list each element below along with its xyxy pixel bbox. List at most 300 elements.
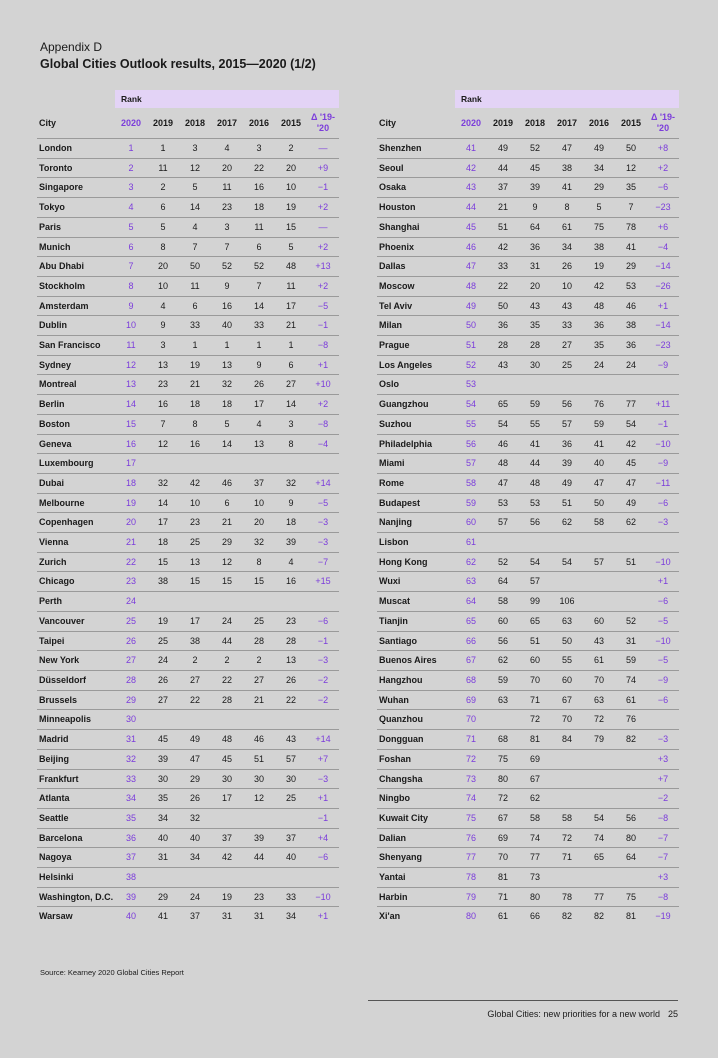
rank-2016-cell: 12	[243, 789, 275, 809]
rank-2019-cell: 68	[487, 730, 519, 750]
rank-change-cell: −26	[647, 276, 679, 296]
rank-2019-cell	[147, 454, 179, 474]
rank-2015-cell: 32	[275, 473, 307, 493]
rank-2017-cell	[211, 454, 243, 474]
rank-2016-cell: 37	[243, 473, 275, 493]
city-name: Tel Aviv	[377, 296, 455, 316]
rank-2018-cell	[519, 533, 551, 553]
rank-2019-cell: 9	[147, 316, 179, 336]
rank-2016-cell: 65	[583, 848, 615, 868]
city-name: Copenhagen	[37, 513, 115, 533]
rank-2018-cell: 1	[179, 336, 211, 356]
city-name: Warsaw	[37, 907, 115, 926]
city-name: Seoul	[377, 158, 455, 178]
rank-2020-cell: 5	[115, 217, 147, 237]
rank-change-cell: −4	[647, 237, 679, 257]
rank-2020-cell: 32	[115, 749, 147, 769]
rank-2018-cell: 15	[179, 572, 211, 592]
rank-2015-cell: 38	[615, 316, 647, 336]
rank-2019-cell: 18	[147, 533, 179, 553]
year-column-header: 2020	[115, 108, 147, 139]
table-row	[37, 414, 339, 434]
rank-2018-cell: 50	[179, 257, 211, 277]
city-name: Barcelona	[37, 828, 115, 848]
table-row	[377, 473, 679, 493]
rank-2019-cell: 31	[147, 848, 179, 868]
rank-2017-cell: 54	[551, 552, 583, 572]
rank-2018-cell: 4	[179, 217, 211, 237]
rank-2018-cell: 32	[179, 808, 211, 828]
page-footer	[487, 1009, 678, 1019]
table-row	[37, 533, 339, 553]
city-name: Toronto	[37, 158, 115, 178]
table-row	[37, 749, 339, 769]
rank-2019-cell: 64	[487, 572, 519, 592]
rank-2018-cell: 21	[179, 375, 211, 395]
table-row	[377, 217, 679, 237]
year-column-header: 2016	[243, 108, 275, 139]
city-name: Foshan	[377, 749, 455, 769]
rank-2017-cell: 8	[551, 198, 583, 218]
rank-2018-cell: 54	[519, 552, 551, 572]
rank-2017-cell: 70	[551, 710, 583, 730]
rank-2017-cell: 27	[551, 336, 583, 356]
rank-2017-cell	[551, 375, 583, 395]
rank-2017-cell: 36	[551, 434, 583, 454]
rank-2018-cell	[179, 868, 211, 888]
rank-2019-cell: 43	[487, 355, 519, 375]
rank-2016-cell	[583, 769, 615, 789]
rank-2017-cell: 50	[551, 631, 583, 651]
rank-2017-cell: 4	[211, 139, 243, 159]
rank-2017-cell: 13	[211, 355, 243, 375]
rank-2019-cell: 28	[487, 336, 519, 356]
rank-2018-cell: 56	[519, 513, 551, 533]
rank-2015-cell: 40	[275, 848, 307, 868]
rank-2020-cell: 1	[115, 139, 147, 159]
rank-2017-cell	[551, 749, 583, 769]
rank-change-cell: −23	[647, 198, 679, 218]
rank-2016-cell: 42	[583, 276, 615, 296]
rank-2016-cell: 74	[583, 828, 615, 848]
city-name: Milan	[377, 316, 455, 336]
rank-2019-cell	[487, 533, 519, 553]
table-row	[377, 749, 679, 769]
rank-2020-cell: 23	[115, 572, 147, 592]
rank-2020-cell: 63	[455, 572, 487, 592]
rank-2015-cell	[615, 769, 647, 789]
rank-change-cell: −1	[307, 178, 339, 198]
rank-header: Rank	[115, 90, 339, 108]
rank-2016-cell: 5	[583, 198, 615, 218]
rank-2017-cell: 47	[551, 139, 583, 159]
rank-change-cell	[307, 454, 339, 474]
rank-2015-cell	[615, 868, 647, 888]
city-name: Quanzhou	[377, 710, 455, 730]
table-row	[377, 848, 679, 868]
rank-2017-cell: 62	[551, 513, 583, 533]
rank-2015-cell: 45	[615, 454, 647, 474]
rank-2016-cell: 4	[243, 414, 275, 434]
rank-change-cell: +7	[307, 749, 339, 769]
rank-2020-cell: 35	[115, 808, 147, 828]
rank-2019-cell: 51	[487, 217, 519, 237]
rank-2019-cell: 29	[147, 887, 179, 907]
rank-2019-cell: 69	[487, 828, 519, 848]
rank-2020-cell: 14	[115, 395, 147, 415]
city-name: Helsinki	[37, 868, 115, 888]
rank-2017-cell: 38	[551, 158, 583, 178]
rank-change-cell	[307, 710, 339, 730]
city-name: Philadelphia	[377, 434, 455, 454]
table-row	[377, 454, 679, 474]
rank-2019-cell: 26	[147, 670, 179, 690]
rank-2018-cell: 42	[179, 473, 211, 493]
rank-2018-cell: 12	[179, 158, 211, 178]
rank-2017-cell: 33	[551, 316, 583, 336]
rank-2016-cell	[243, 454, 275, 474]
rank-2019-cell: 62	[487, 651, 519, 671]
year-column-header: 2016	[583, 108, 615, 139]
rank-2019-cell: 45	[147, 730, 179, 750]
rank-2020-cell: 21	[115, 533, 147, 553]
table-row	[377, 434, 679, 454]
rank-2016-cell: 30	[243, 769, 275, 789]
year-column-header: 2015	[615, 108, 647, 139]
rank-2015-cell: 50	[615, 139, 647, 159]
table-row	[377, 237, 679, 257]
rank-2020-cell: 53	[455, 375, 487, 395]
table-row	[377, 257, 679, 277]
year-column-header: 2020	[455, 108, 487, 139]
table-row	[37, 375, 339, 395]
city-name: Yantai	[377, 868, 455, 888]
rank-2017-cell: 10	[551, 276, 583, 296]
rank-2017-cell: 16	[211, 296, 243, 316]
rank-2015-cell: 2	[275, 139, 307, 159]
rank-change-cell: −6	[307, 848, 339, 868]
rank-2020-cell: 27	[115, 651, 147, 671]
rank-2018-cell: 5	[179, 178, 211, 198]
rank-2017-cell: 25	[551, 355, 583, 375]
rank-2020-cell: 22	[115, 552, 147, 572]
rank-change-cell: −1	[647, 414, 679, 434]
rank-change-cell: −10	[647, 552, 679, 572]
rank-2018-cell: 60	[519, 651, 551, 671]
rank-2015-cell	[275, 868, 307, 888]
year-column-header: 2017	[211, 108, 243, 139]
rank-change-cell: —	[307, 217, 339, 237]
rank-2019-cell	[147, 710, 179, 730]
rank-change-cell: +2	[307, 198, 339, 218]
table-row	[37, 592, 339, 612]
rank-2018-cell: 62	[519, 789, 551, 809]
rank-2015-cell	[275, 454, 307, 474]
table-row	[37, 611, 339, 631]
rank-change-cell: −6	[647, 690, 679, 710]
table-row	[37, 670, 339, 690]
page-title: Global Cities Outlook results, 2015—2020 (1/2)	[40, 57, 316, 71]
table-row	[37, 572, 339, 592]
rank-2018-cell: 66	[519, 907, 551, 926]
rank-change-cell: −5	[307, 493, 339, 513]
rankings-table-left	[37, 90, 339, 926]
rank-header: Rank	[455, 90, 679, 108]
rank-change-cell: +1	[647, 296, 679, 316]
rank-2020-cell: 73	[455, 769, 487, 789]
page-number: 25	[667, 1009, 678, 1019]
rank-2019-cell: 61	[487, 907, 519, 926]
rank-2016-cell: 72	[583, 710, 615, 730]
table-row	[377, 158, 679, 178]
city-name: Xi'an	[377, 907, 455, 926]
rank-change-cell: +2	[307, 395, 339, 415]
rank-2015-cell: 54	[615, 414, 647, 434]
rank-2017-cell: 58	[551, 808, 583, 828]
rank-change-cell: −10	[647, 434, 679, 454]
rank-2015-cell: 74	[615, 670, 647, 690]
rank-2020-cell: 45	[455, 217, 487, 237]
rank-change-cell: +1	[307, 355, 339, 375]
rank-2016-cell: 75	[583, 217, 615, 237]
rank-change-cell: −2	[647, 789, 679, 809]
delta-column-header: Δ '19- '20	[647, 108, 679, 139]
rank-2018-cell: 29	[179, 769, 211, 789]
rank-2019-cell: 16	[147, 395, 179, 415]
rank-2015-cell: 27	[275, 375, 307, 395]
rank-change-cell: +2	[307, 276, 339, 296]
rank-2018-cell: 49	[179, 730, 211, 750]
rank-2015-cell: 46	[615, 296, 647, 316]
rank-2016-cell: 33	[243, 316, 275, 336]
city-name: Boston	[37, 414, 115, 434]
rank-2020-cell: 54	[455, 395, 487, 415]
rank-2016-cell: 61	[583, 651, 615, 671]
rank-2020-cell: 76	[455, 828, 487, 848]
rank-2015-cell: 42	[615, 434, 647, 454]
rank-2016-cell: 44	[243, 848, 275, 868]
city-name: Geneva	[37, 434, 115, 454]
rank-2019-cell: 19	[147, 611, 179, 631]
rank-2015-cell: 59	[615, 651, 647, 671]
rank-2018-cell: 34	[179, 848, 211, 868]
rank-2018-cell: 45	[519, 158, 551, 178]
rank-2017-cell: 1	[211, 336, 243, 356]
rank-2017-cell: 49	[551, 473, 583, 493]
table-row	[377, 730, 679, 750]
rank-change-cell: −2	[307, 670, 339, 690]
rank-2018-cell	[179, 710, 211, 730]
table-row	[377, 139, 679, 159]
city-name: Osaka	[377, 178, 455, 198]
rank-change-cell: +7	[647, 769, 679, 789]
rank-2015-cell	[615, 572, 647, 592]
rank-2015-cell	[615, 592, 647, 612]
rank-change-cell: −8	[647, 887, 679, 907]
rank-2018-cell: 65	[519, 611, 551, 631]
rank-2020-cell: 7	[115, 257, 147, 277]
rank-2015-cell: 48	[275, 257, 307, 277]
city-name: Paris	[37, 217, 115, 237]
rank-2019-cell: 52	[487, 552, 519, 572]
rank-2016-cell: 38	[583, 237, 615, 257]
city-name: Hong Kong	[377, 552, 455, 572]
rank-2018-cell: 19	[179, 355, 211, 375]
city-name: Shenzhen	[377, 139, 455, 159]
city-name: Minneapolis	[37, 710, 115, 730]
rank-2016-cell: 76	[583, 395, 615, 415]
rank-2016-cell: 21	[243, 690, 275, 710]
rank-2017-cell: 18	[211, 395, 243, 415]
table-row	[377, 296, 679, 316]
rank-2019-cell: 44	[487, 158, 519, 178]
city-name: Oslo	[377, 375, 455, 395]
rank-2016-cell: 50	[583, 493, 615, 513]
rank-2019-cell: 15	[147, 552, 179, 572]
table-row	[377, 670, 679, 690]
rank-2017-cell: 42	[211, 848, 243, 868]
rank-2019-cell: 20	[147, 257, 179, 277]
rank-2018-cell: 72	[519, 710, 551, 730]
rank-2015-cell: 41	[615, 237, 647, 257]
city-name: Kuwait City	[377, 808, 455, 828]
rank-2019-cell: 33	[487, 257, 519, 277]
rank-2015-cell: 4	[275, 552, 307, 572]
rank-2015-cell: 81	[615, 907, 647, 926]
table-row	[37, 887, 339, 907]
city-name: Beijing	[37, 749, 115, 769]
rank-2020-cell: 71	[455, 730, 487, 750]
rank-change-cell: −8	[307, 336, 339, 356]
rank-2019-cell: 48	[487, 454, 519, 474]
rank-2019-cell: 30	[147, 769, 179, 789]
rank-2015-cell: 7	[615, 198, 647, 218]
rank-2016-cell: 58	[583, 513, 615, 533]
table-row	[37, 513, 339, 533]
rank-2017-cell: 14	[211, 434, 243, 454]
rank-2016-cell: 29	[583, 178, 615, 198]
table-row	[37, 257, 339, 277]
city-column-header: City	[377, 108, 455, 139]
rank-2016-cell: 7	[243, 276, 275, 296]
rank-change-cell: +15	[307, 572, 339, 592]
rank-2020-cell: 46	[455, 237, 487, 257]
rank-2018-cell: 11	[179, 276, 211, 296]
table-row	[377, 336, 679, 356]
rank-change-cell: −19	[647, 907, 679, 926]
city-name: Brussels	[37, 690, 115, 710]
rank-2019-cell: 60	[487, 611, 519, 631]
table-row	[377, 887, 679, 907]
rank-2020-cell: 18	[115, 473, 147, 493]
rank-change-cell: −7	[647, 848, 679, 868]
rank-2017-cell: 3	[211, 217, 243, 237]
rank-2017-cell: 22	[211, 670, 243, 690]
table-row	[377, 533, 679, 553]
rank-2018-cell: 77	[519, 848, 551, 868]
rank-2016-cell: 16	[243, 178, 275, 198]
rank-2016-cell: 35	[583, 336, 615, 356]
rank-2017-cell: 7	[211, 237, 243, 257]
table-row	[37, 276, 339, 296]
year-column-header: 2017	[551, 108, 583, 139]
rank-2020-cell: 80	[455, 907, 487, 926]
rank-2017-cell: 45	[211, 749, 243, 769]
rank-2019-cell: 58	[487, 592, 519, 612]
rank-2015-cell: 19	[275, 198, 307, 218]
city-name: Berlin	[37, 395, 115, 415]
rank-change-cell: +10	[307, 375, 339, 395]
rank-2015-cell: 77	[615, 395, 647, 415]
rank-2017-cell: 5	[211, 414, 243, 434]
rank-2020-cell: 19	[115, 493, 147, 513]
rank-2016-cell: 15	[243, 572, 275, 592]
rank-2019-cell	[487, 375, 519, 395]
city-name: Guangzhou	[377, 395, 455, 415]
rank-2017-cell	[551, 533, 583, 553]
rank-2018-cell: 52	[519, 139, 551, 159]
rank-2017-cell: 78	[551, 887, 583, 907]
table-row	[37, 730, 339, 750]
rank-2017-cell	[211, 710, 243, 730]
rank-change-cell: +1	[307, 789, 339, 809]
rank-change-cell: −4	[307, 434, 339, 454]
rank-2016-cell	[583, 749, 615, 769]
rank-2020-cell: 8	[115, 276, 147, 296]
rank-2018-cell: 22	[179, 690, 211, 710]
rank-2015-cell: 8	[275, 434, 307, 454]
rank-2018-cell: 44	[519, 454, 551, 474]
rank-2017-cell: 15	[211, 572, 243, 592]
rank-2017-cell: 20	[211, 158, 243, 178]
rank-2020-cell: 77	[455, 848, 487, 868]
rank-2016-cell: 32	[243, 533, 275, 553]
rank-2018-cell: 17	[179, 611, 211, 631]
table-row	[377, 710, 679, 730]
rank-2019-cell: 80	[487, 769, 519, 789]
rank-2015-cell: 15	[275, 217, 307, 237]
table-row	[377, 828, 679, 848]
rank-2017-cell: 26	[551, 257, 583, 277]
table-row	[37, 631, 339, 651]
rank-2018-cell: 28	[519, 336, 551, 356]
rankings-table-right	[377, 90, 679, 926]
rank-2016-cell: 79	[583, 730, 615, 750]
rank-2017-cell	[551, 868, 583, 888]
rank-2016-cell	[243, 868, 275, 888]
table-row	[377, 789, 679, 809]
rank-2019-cell: 3	[147, 336, 179, 356]
rank-2016-cell	[583, 572, 615, 592]
rank-2017-cell: 44	[211, 631, 243, 651]
rank-change-cell: +14	[307, 730, 339, 750]
rank-2015-cell: 20	[275, 158, 307, 178]
rank-2018-cell: 58	[519, 808, 551, 828]
rank-2017-cell: 82	[551, 907, 583, 926]
rank-2018-cell: 41	[519, 434, 551, 454]
rank-2020-cell: 15	[115, 414, 147, 434]
rank-change-cell: −8	[307, 414, 339, 434]
city-name: Tianjin	[377, 611, 455, 631]
rank-2019-cell: 59	[487, 670, 519, 690]
table-row	[377, 316, 679, 336]
table-row	[37, 316, 339, 336]
table-row	[377, 552, 679, 572]
rank-2015-cell: 82	[615, 730, 647, 750]
rank-2015-cell: 33	[275, 887, 307, 907]
rank-change-cell	[307, 592, 339, 612]
rank-2020-cell: 75	[455, 808, 487, 828]
